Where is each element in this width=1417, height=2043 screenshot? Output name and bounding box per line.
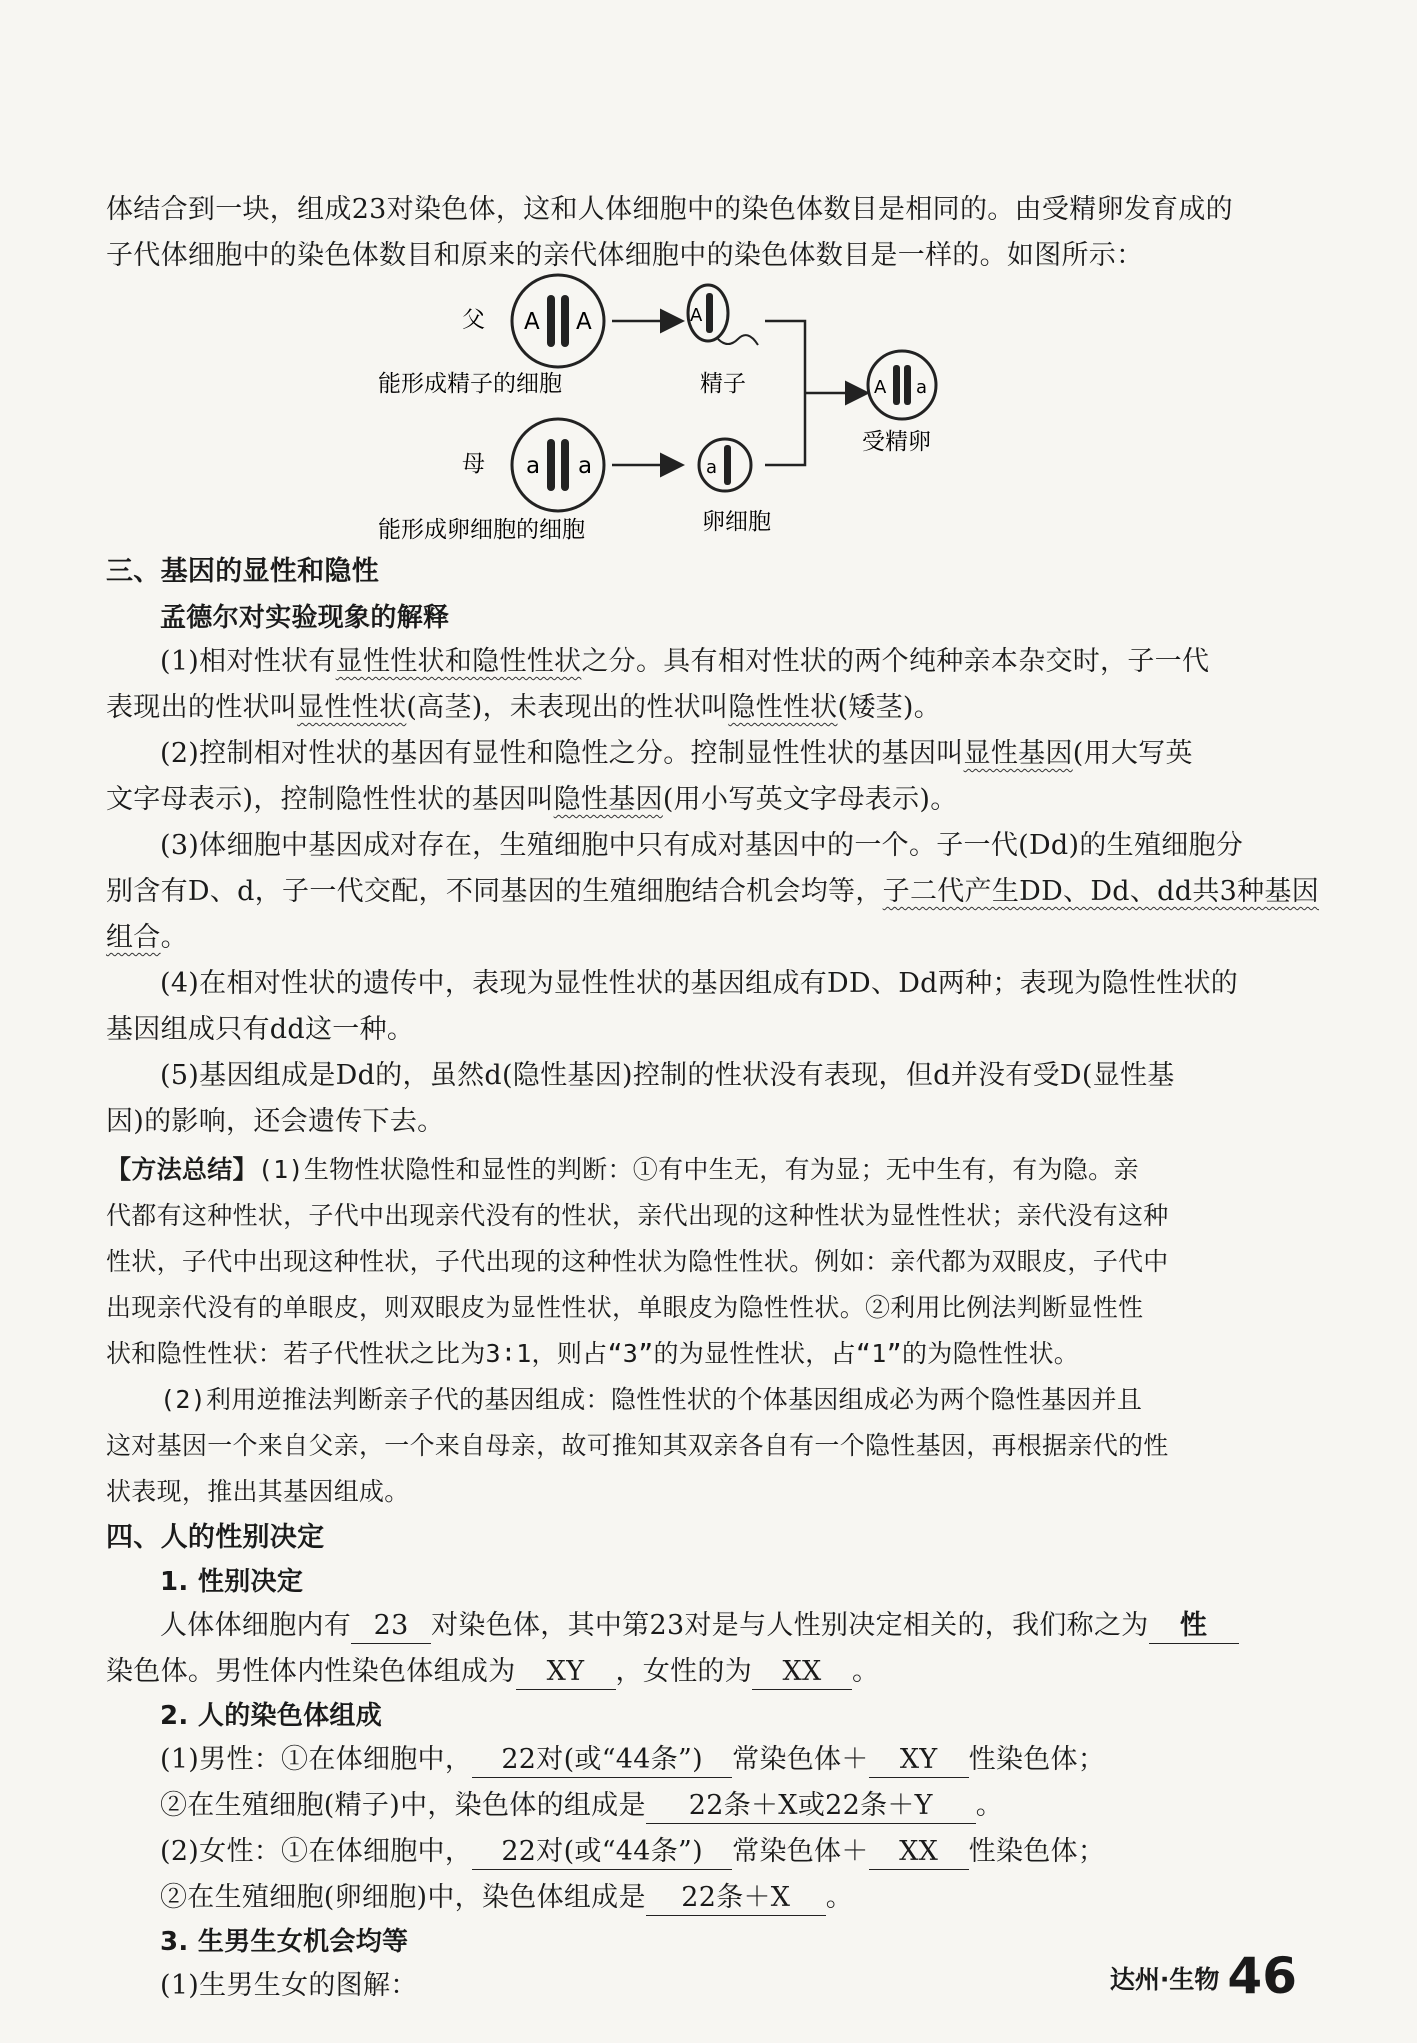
paragraph-line: (1)生男生女的图解： — [160, 1970, 418, 2001]
method-summary-line: 【方法总结】(1)生物性状隐性和显性的判断：①有中生无，有为显；无中生有，有为隐。亲 — [106, 1155, 1139, 1184]
paragraph-line: 因)的影响，还会遗传下去。 — [106, 1106, 445, 1137]
answer-blank: 22对(或“44条”) — [472, 1835, 732, 1870]
text-line: 子代体细胞中的染色体数目和原来的亲代体细胞中的染色体数目是一样的。如图所示： — [106, 240, 1144, 271]
section-title: 四、人的性别决定 — [106, 1522, 325, 1553]
paragraph-line: 组合。 — [106, 922, 188, 953]
gene-label: a — [706, 457, 718, 478]
answer-blank: 23 — [351, 1609, 431, 1644]
method-summary-line: 代都有这种性状，子代中出现亲代没有的性状，亲代出现的这种性状为显性性状；亲代没有这种 — [106, 1201, 1169, 1230]
gene-label: A — [874, 377, 887, 398]
method-summary-line: (2)利用逆推法判断亲子代的基因组成：隐性性状的个体基因组成必为两个隐性基因并且 — [160, 1385, 1143, 1414]
chromosome — [561, 439, 569, 491]
chromosome — [724, 445, 731, 485]
section-title: 三、基因的显性和隐性 — [106, 556, 379, 587]
chromosome — [893, 365, 900, 405]
method-summary-line: 性状，子代中出现这种性状，子代出现的这种性状为隐性性状。例如：亲代都为双眼皮，子代中 — [106, 1247, 1169, 1276]
answer-blank: XX — [752, 1655, 852, 1690]
method-summary-line: 出现亲代没有的单眼皮，则双眼皮为显性性状，单眼皮为隐性性状。②利用比例法判断显性性 — [106, 1293, 1144, 1322]
chromosome — [547, 295, 555, 347]
section-subtitle: 孟德尔对实验现象的解释 — [160, 603, 450, 633]
chromosome — [706, 293, 713, 333]
paragraph-line: (4)在相对性状的遗传中，表现为显性性状的基因组成有DD、Dd两种；表现为隐性性状的 — [160, 968, 1239, 999]
sperm-tail — [718, 335, 758, 345]
gene-label: A — [690, 305, 703, 326]
text-line: 体结合到一块，组成23对染色体，这和人体细胞中的染色体数目是相同的。由受精卵发育成的 — [106, 194, 1233, 225]
method-summary-line: 这对基因一个来自父亲，一个来自母亲，故可推知其双亲各自有一个隐性基因，再根据亲代的性 — [106, 1431, 1169, 1460]
fill-in-line: (2)女性：①在体细胞中， 22对(或“44条”) 常染色体＋ XX 性染色体； — [160, 1832, 1105, 1872]
chromosome — [547, 439, 555, 491]
fill-in-line: 染色体。男性体内性染色体组成为 XY ，女性的为 XX 。 — [106, 1652, 879, 1692]
subsection-title: 2. 人的染色体组成 — [160, 1701, 383, 1731]
answer-blank: 22条＋X — [646, 1881, 826, 1916]
paragraph-line: (2)控制相对性状的基因有显性和隐性之分。控制显性性状的基因叫显性基因(用大写英 — [160, 738, 1193, 769]
answer-blank: XY — [516, 1655, 616, 1690]
paragraph-line: (5)基因组成是Dd的，虽然d(隐性基因)控制的性状没有表现，但d并没有受D(显性基 — [160, 1060, 1175, 1091]
paragraph-line: (3)体细胞中基因成对存在，生殖细胞中只有成对基因中的一个。子一代(Dd)的生殖细胞分 — [160, 830, 1244, 861]
chromosome — [561, 295, 569, 347]
gene-label: A — [576, 309, 592, 335]
answer-blank: 22对(或“44条”) — [472, 1743, 732, 1778]
gene-label: A — [524, 309, 540, 335]
chromosome — [904, 365, 911, 405]
gene-label: a — [578, 453, 593, 479]
paragraph-line: 表现出的性状叫显性性状(高茎)，未表现出的性状叫隐性性状(矮茎)。 — [106, 692, 942, 723]
paragraph-line: 文字母表示)，控制隐性性状的基因叫隐性基因(用小写英文字母表示)。 — [106, 784, 958, 815]
subsection-title: 3. 生男生女机会均等 — [160, 1927, 409, 1957]
paragraph-line: 别含有D、d，子一代交配，不同基因的生殖细胞结合机会均等，子二代产生DD、Dd、dd共3种基因 — [106, 876, 1320, 907]
fill-in-line: (1)男性：①在体细胞中， 22对(或“44条”) 常染色体＋ XY 性染色体； — [160, 1740, 1105, 1780]
answer-blank: 22条＋X或22条＋Y — [646, 1789, 976, 1824]
answer-blank: 性 — [1149, 1609, 1239, 1644]
sperm-label: 精子 — [700, 371, 746, 397]
egg-cell-label: 能形成卵细胞的细胞 — [378, 517, 585, 543]
gene-label: a — [526, 453, 541, 479]
gene-label: a — [916, 377, 928, 398]
page-number: 46 — [1227, 1947, 1297, 2005]
answer-blank: XY — [869, 1743, 969, 1778]
method-summary-line: 状和隐性性状：若子代性状之比为3∶1，则占“3”的为显性性状，占“1”的为隐性性状。 — [106, 1339, 1080, 1368]
zygote-label: 受精卵 — [862, 429, 931, 455]
paragraph-line: 基因组成只有dd这一种。 — [106, 1014, 415, 1045]
join-line — [765, 321, 805, 465]
footer-tag: 达州·生物 — [1109, 1965, 1220, 1994]
egg-label: 卵细胞 — [702, 509, 771, 535]
mother-label: 母 — [462, 451, 485, 477]
fill-in-line: 人体体细胞内有 23 对染色体，其中第23对是与人性别决定相关的，我们称之为 性 — [160, 1606, 1239, 1646]
answer-blank: XX — [869, 1835, 969, 1870]
sperm-cell-label: 能形成精子的细胞 — [378, 371, 562, 397]
father-label: 父 — [462, 307, 485, 333]
fill-in-line: ②在生殖细胞(精子)中，染色体的组成是 22条＋X或22条＋Y 。 — [160, 1786, 1003, 1826]
paragraph-line: (1)相对性状有显性性状和隐性性状之分。具有相对性状的两个纯种亲本杂交时，子一代 — [160, 646, 1210, 677]
fill-in-line: ②在生殖细胞(卵细胞)中，染色体组成是 22条＋X 。 — [160, 1878, 853, 1918]
page-footer — [1109, 1947, 1297, 2005]
subsection-title: 1. 性别决定 — [160, 1567, 304, 1597]
method-summary-line: 状表现，推出其基因组成。 — [106, 1477, 410, 1506]
inheritance-diagram — [378, 275, 1000, 545]
